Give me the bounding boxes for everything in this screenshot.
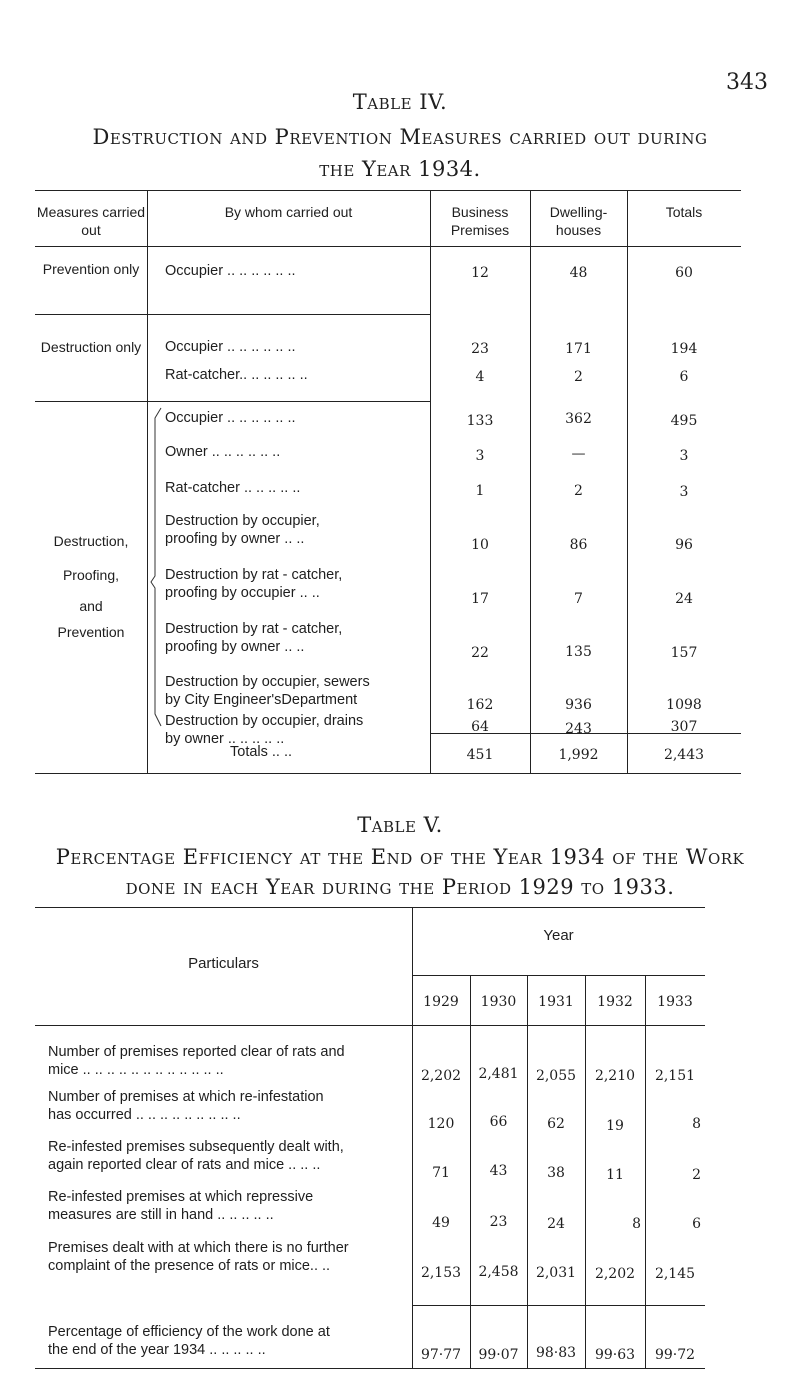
row-totals: 194 — [670, 341, 698, 357]
particular-line1: Re-infested premises subsequently dealt with, — [48, 1139, 344, 1155]
row-totals: 157 — [670, 645, 698, 661]
table4-header-business: Business Premises — [450, 204, 510, 238]
group-label-line: Prevention — [57, 624, 125, 640]
totals-totals: 2,443 — [663, 747, 705, 763]
row-by-whom: Occupier .. .. .. .. .. .. — [165, 410, 296, 426]
row-business: 3 — [475, 448, 485, 464]
row-dwelling: 362 — [565, 411, 592, 427]
row-by-whom-line1: Destruction by occupier, sewers — [165, 674, 370, 690]
value-cell: 99·72 — [654, 1347, 696, 1363]
table5-header-year: Year — [543, 927, 574, 944]
row-dwelling: 135 — [565, 644, 592, 660]
particular-line2: again reported clear of rats and mice .. .. .. — [48, 1157, 321, 1173]
group-label-line: Destruction, — [53, 533, 129, 549]
totals-business: 451 — [466, 747, 494, 763]
row-dwelling: 171 — [565, 341, 592, 357]
row-by-whom-line1: Destruction by occupier, drains — [165, 713, 364, 729]
row-dwelling: 936 — [565, 697, 592, 713]
value-cell: 43 — [489, 1163, 508, 1179]
group-label-prevention-only: Prevention only — [42, 261, 140, 277]
value-cell: 8 — [632, 1216, 641, 1232]
value-cell: 2,210 — [594, 1068, 636, 1084]
table4-header-by-whom: By whom carried out — [224, 204, 353, 220]
value-cell: 99·63 — [594, 1347, 636, 1363]
bracket-icon — [150, 404, 166, 734]
value-cell: 38 — [547, 1165, 565, 1181]
particular-line2: has occurred .. .. .. .. .. .. .. .. .. — [48, 1107, 241, 1123]
row-business: 10 — [471, 537, 489, 553]
value-cell: 62 — [547, 1116, 565, 1132]
value-cell: 120 — [427, 1116, 455, 1132]
value-cell: 6 — [692, 1216, 701, 1232]
value-cell: 2,055 — [535, 1068, 577, 1084]
row-totals: 1098 — [666, 697, 702, 713]
value-cell: 2,458 — [478, 1264, 519, 1280]
year-1931: 1931 — [538, 994, 574, 1010]
particular-line1: Number of premises reported clear of rats and — [48, 1044, 345, 1060]
value-cell: 11 — [606, 1167, 624, 1183]
row-business: 23 — [471, 341, 489, 357]
row-business: 12 — [471, 265, 489, 281]
value-cell: 2,151 — [654, 1068, 696, 1084]
row-totals: 60 — [675, 265, 693, 281]
value-cell: 24 — [547, 1216, 565, 1232]
totals-label: Totals .. .. — [230, 744, 293, 760]
particular-line1: Re-infested premises at which repressive — [48, 1189, 314, 1205]
row-totals: 6 — [679, 369, 689, 385]
particular-line2: measures are still in hand .. .. .. .. .. — [48, 1207, 274, 1223]
particular-line1: Number of premises at which re-infestation — [48, 1089, 324, 1105]
row-business: 4 — [475, 369, 485, 385]
table4-header-dwelling: Dwelling-houses — [549, 204, 608, 238]
row-by-whom: Rat-catcher.. .. .. .. .. .. — [165, 367, 308, 383]
value-cell: 2,202 — [420, 1068, 462, 1084]
row-by-whom: Rat-catcher .. .. .. .. .. — [165, 480, 301, 496]
year-1930: 1930 — [480, 994, 517, 1010]
value-cell: 2,481 — [478, 1066, 519, 1082]
row-dwelling: 2 — [574, 483, 583, 499]
particular-line1: Percentage of efficiency of the work done at — [48, 1324, 330, 1340]
row-dwelling: 2 — [574, 369, 583, 385]
row-business: 64 — [471, 719, 489, 735]
group-label-line: and — [79, 598, 103, 614]
row-by-whom-line2: by City Engineer'sDepartment — [165, 692, 358, 708]
row-by-whom-line2: proofing by owner .. .. — [165, 639, 305, 655]
particular-line2: the end of the year 1934 .. .. .. .. .. — [48, 1342, 266, 1358]
value-cell: 71 — [432, 1165, 450, 1181]
value-cell: 49 — [432, 1215, 450, 1231]
row-dwelling: 243 — [565, 721, 592, 737]
value-cell: 2,145 — [654, 1266, 696, 1282]
table5-title-line1: Percentage Efficiency at the End of the Year 1934 of the Work — [55, 845, 745, 869]
totals-dwelling: 1,992 — [558, 747, 599, 763]
row-by-whom-line2: by owner .. .. .. .. .. — [165, 731, 285, 747]
table4-heading: Table IV. — [352, 90, 448, 114]
page-number: 343 — [726, 70, 768, 95]
row-business: 17 — [471, 591, 489, 607]
table5-title-line2: done in each Year during the Period 1929 to 1933. — [125, 875, 675, 899]
particular-line2: mice .. .. .. .. .. .. .. .. .. .. .. .. — [48, 1062, 224, 1078]
table4-title-line1: Destruction and Prevention Measures carried out during — [92, 125, 708, 149]
group-label-destruction-only: Destruction only — [40, 339, 142, 355]
value-cell: 2,153 — [420, 1265, 462, 1281]
row-business: 133 — [466, 413, 494, 429]
value-cell: 8 — [692, 1116, 701, 1132]
row-by-whom: Owner .. .. .. .. .. .. — [165, 444, 281, 460]
row-dwelling: — — [571, 446, 586, 462]
row-by-whom: Occupier .. .. .. .. .. .. — [165, 263, 296, 279]
value-cell: 23 — [489, 1214, 508, 1230]
value-cell: 98·83 — [535, 1345, 577, 1361]
row-totals: 307 — [670, 719, 698, 735]
row-totals: 24 — [675, 591, 693, 607]
row-totals: 3 — [679, 484, 689, 500]
value-cell: 97·77 — [420, 1347, 462, 1363]
value-cell: 2,202 — [594, 1266, 636, 1282]
row-by-whom-line1: Destruction by occupier, — [165, 513, 320, 529]
table4-title-line2: the Year 1934. — [319, 157, 481, 181]
row-dwelling: 7 — [574, 591, 583, 607]
year-1932: 1932 — [597, 994, 633, 1010]
row-totals: 495 — [670, 413, 698, 429]
year-1929: 1929 — [423, 994, 459, 1010]
row-by-whom: Occupier .. .. .. .. .. .. — [165, 339, 296, 355]
row-business: 22 — [471, 645, 489, 661]
row-dwelling: 48 — [569, 265, 588, 281]
table5-heading: Table V. — [357, 813, 443, 837]
table5-header-particulars: Particulars — [188, 955, 259, 972]
row-totals: 3 — [679, 448, 689, 464]
particular-line1: Premises dealt with at which there is no further — [48, 1240, 349, 1256]
row-business: 1 — [475, 483, 485, 499]
row-by-whom-line1: Destruction by rat - catcher, — [165, 621, 343, 637]
row-by-whom-line1: Destruction by rat - catcher, — [165, 567, 343, 583]
row-by-whom-line2: proofing by occupier .. .. — [165, 585, 320, 601]
row-by-whom-line2: proofing by owner .. .. — [165, 531, 305, 547]
table4-header-totals: Totals — [665, 204, 703, 220]
year-1933: 1933 — [657, 994, 693, 1010]
table4-header-measures: Measures carried out — [36, 204, 146, 238]
value-cell: 19 — [606, 1118, 624, 1134]
particular-line2: complaint of the presence of rats or mice.. .. — [48, 1258, 331, 1274]
group-label-line: Proofing, — [62, 567, 120, 583]
value-cell: 2 — [692, 1167, 701, 1183]
value-cell: 66 — [489, 1114, 508, 1130]
row-totals: 96 — [675, 537, 693, 553]
row-business: 162 — [466, 697, 494, 713]
row-dwelling: 86 — [569, 537, 588, 553]
value-cell: 99·07 — [478, 1347, 519, 1363]
value-cell: 2,031 — [535, 1265, 577, 1281]
